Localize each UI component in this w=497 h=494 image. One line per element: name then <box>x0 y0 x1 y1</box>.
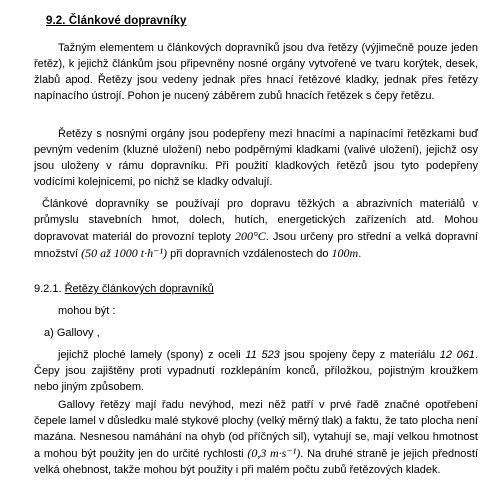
paragraph-gall-chain <box>34 347 478 395</box>
subsection-title: Řetězy článkových dopravníků <box>64 283 214 295</box>
subsection-number: 9.2.1. <box>34 283 62 295</box>
paragraph-support: Řetězy s nosnými orgány jsou podepřeny mezi hnacími a napínacími řetězkami buď pevným vedením (kluzné uložení) nebo podpěrnými kladkami (valivé uložení), jejichž osy jsou uloženy v rámu dopravníku. Při použití kladkových řetězů jsou tyto podepřeny vodícími kolejnicemi, po nichž se kladky odvalují. <box>34 128 478 188</box>
temperature-value: 200°C <box>234 229 266 243</box>
paragraph-disadvantages-text-a: Gallovy řetězy mají řadu nevýhod, mezi něž patří v prvé řadě značné opotřebení čepele lamel v důsledku malé stykové plochy (velký měrný tlak) a faktu, že tato plocha není mazána. Nesnesou namáhání na ohyb (od příčných sil), vytahují se, mají velkou hmotnost a mohou být použity jen do určité rychlosti <box>34 399 478 460</box>
steel-grade-1: 11 523 <box>245 349 280 361</box>
intro-line: mohou být : <box>58 305 116 317</box>
paragraph-disadvantages <box>34 397 478 478</box>
paragraph-usage-text-d: . <box>358 248 362 260</box>
distance-value: 100m <box>331 246 359 260</box>
subsection-heading <box>34 281 214 297</box>
paragraph-usage-text-c: při dopravních vzdálenostech do <box>167 248 332 260</box>
list-item-a: a) Gallovy , <box>44 327 100 339</box>
paragraph-usage-text-b: . Jsou určeny pro střední a velká dopravní množství <box>34 231 478 260</box>
section-heading: 9.2. Článkové dopravníky <box>46 15 187 27</box>
paragraph-disadvantages-text-b: . Na druhé straně je jejich předností velká ohebnost, takže mohou být použity i při malém počtu zubů řetězových kladek. <box>34 448 479 476</box>
paragraph-usage <box>34 196 478 262</box>
paragraph-intro: Tažným elementem u článkových dopravníků jsou dva řetězy (výjimečně pouze jeden řetěz), k jejichž článkům jsou připevněny nosné orgány vytvořené ve tvaru korýtek, desek, žlabů apod. Řetězy jsou vedeny jednak přes hnací řetězové kladky, jednak přes řetězy napínacího ústrojí. Pohon je nucený záběrem zubů hnacích řetězek s čepy řetězu. <box>34 42 478 102</box>
paragraph-gall-text-a: jejichž ploché lamely (spony) z oceli <box>58 349 246 361</box>
paragraph-usage-text-a: Článkové dopravníky se používají pro dopravu těžkých a abrazivních materiálů v průmyslu stavebních hmot, dolech, hutích, energetických zařízeních atd. Mohou dopravovat materiál do provozní teploty <box>34 198 478 243</box>
speed-value: (0,3 m·s⁻¹) <box>247 446 301 460</box>
steel-grade-2: 12 061 <box>439 349 475 361</box>
paragraph-gall-text-b: jsou spojeny čepy z materiálu <box>279 349 440 361</box>
paragraph-gall-text-c: . Čepy jsou zajištěny proti vypadnutí rozklepáním konců, příložkou, pojistným kroužkem nebo jiným způsobem. <box>34 349 478 393</box>
throughput-range: (50 až 1000 t·h⁻¹) <box>81 246 168 260</box>
